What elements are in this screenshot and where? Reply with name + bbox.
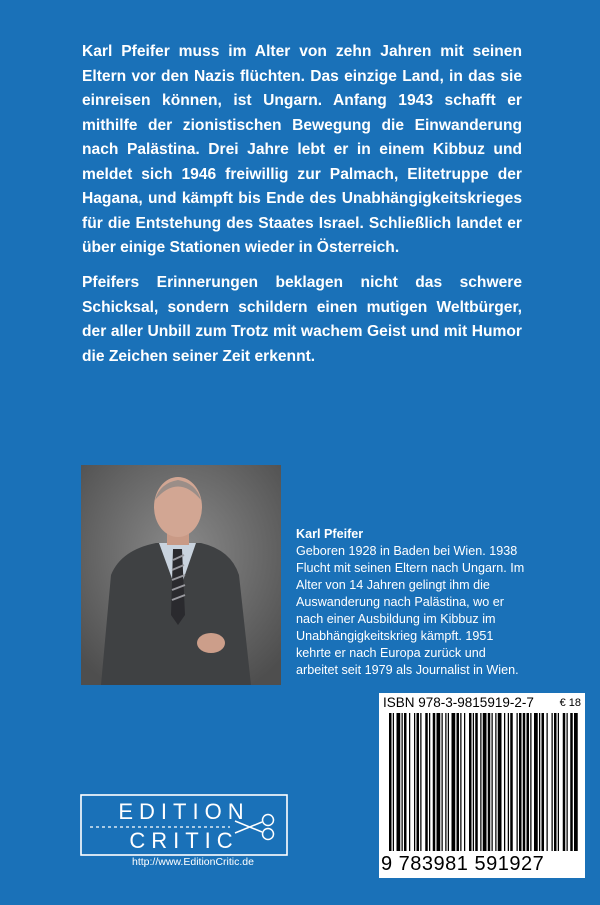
publisher-logo: [80, 794, 288, 859]
barcode-bars: [383, 713, 581, 853]
author-bio-text: Geboren 1928 in Baden bei Wien. 1938 Flucht mit seinen Eltern nach Ungarn. Im Alter von 14 Jahren gelingt ihm die Auswanderung nach Palästina, wo er nach einer Ausbildung im Kibbuz im Unabhängigkeitskrieg kämpft. 1951 kehrte er nach Europa zurück und arbeitet seit 1979 als Journalist in Wien.: [296, 544, 525, 677]
barcode-digits: 9 783981 591927: [381, 853, 545, 875]
publisher-name-line2: CRITIC: [129, 828, 239, 853]
isbn-number: ISBN 978-3-9815919-2-7: [383, 695, 534, 710]
author-name: Karl Pfeifer: [296, 527, 364, 541]
publisher-url: http://www.EditionCritic.de: [132, 856, 254, 868]
author-bio: [296, 526, 526, 679]
blurb-paragraph-1: Karl Pfeifer muss im Alter von zehn Jahren mit seinen Eltern vor den Nazis flüchten. Das einzige Land, in das sie einreisen können, ist Ungarn. Anfang 1943 schafft er mithilfe der zionistischen Bewegung die Einwanderung nach Palästina. Drei Jahre lebt er in einem Kibbuz und meldet sich 1946 freiwillig zur Palmach, Elitetruppe der Hagana, und kämpft bis Ende des Unabhängigkeitskrieges für die Entstehung des Staates Israel. Schließlich landet er über einige Stationen wieder in Österreich.: [82, 43, 522, 256]
blurb-paragraph-2: Pfeifers Erinnerungen beklagen nicht das schwere Schicksal, sondern schildern einen mutigen Weltbürger, der aller Unbill zum Trotz mit wachem Geist und mit Humor die Zeichen seiner Zeit erkennt.: [82, 274, 522, 365]
author-photo: [81, 465, 281, 685]
price: € 18: [559, 697, 581, 709]
isbn-barcode: [379, 693, 585, 878]
publisher-name-line1: EDITION: [118, 799, 250, 824]
